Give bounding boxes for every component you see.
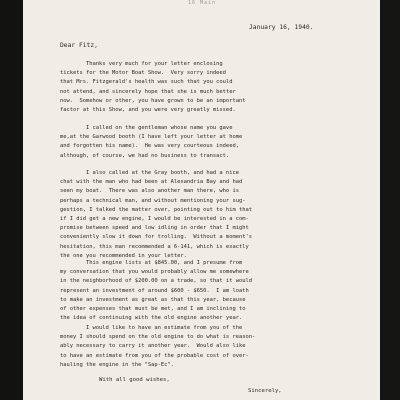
signoff: Sincerely, (248, 388, 282, 394)
closing: With all good wishes, (99, 377, 170, 383)
paragraph-5: I would like to have an estimate from you of the money I should spend on the old engine to do what is reason- ably necessary to carry it another year. Would also like to have an estimate from you of the probable cost of over- hauling the engine in the "Sap-Ec". (60, 325, 256, 368)
salutation: Dear Fitz, (60, 42, 98, 49)
paragraph-1: Thanks very much for your letter enclosing tickets for the Motor Boat Show. Very sorry indeed that Mrs. Fitzgerald's health was such that you could not attend, and sincerely hope that she is much better now. Somehow or other, you have grown to be an important factor at this Show, and you were very greatly missed. (60, 61, 246, 114)
scan-border-left (0, 0, 23, 400)
paragraph-3: I also called at the Gray booth, and had a nice chat with the man who had been at Alexandria Bay and had seen my boat. There was also another man there, who is perhaps a technical man, and without mentioning your sug- gestion, I talked the matter over, pointing out to him that if I did get a new engine, I would be interested in a com- promise between speed and low idling in order that I might conveniently slow it down for trolling. Without a moment's hesitation, this man recommended a 6-141, which is exactly the one you recommended in your letter. (60, 170, 252, 259)
scan-border-right (380, 0, 400, 400)
letter-date: January 16, 1940. (249, 24, 314, 31)
paragraph-2: I called on the gentleman whose name you gave me,at the Garwood booth (I have left your letter at home and forgotten his name). He was very courteous indeed, although, of course, we had no business to transact. (60, 125, 243, 159)
letterhead-fragment: 16 Main (188, 0, 217, 6)
paragraph-4: This engine lists at $845.00, and I presume from my conversation that you would probably allow me somewhere in the neighborhood of $200.00 on a trade, so that it would represent an investment of around $600 - $650. I am loath to make an investment as great as that this year, because of other expenses that must be met, and I am inclining to the idea of continuing with the old engine another year. (60, 260, 252, 322)
letter-page (23, 0, 380, 400)
